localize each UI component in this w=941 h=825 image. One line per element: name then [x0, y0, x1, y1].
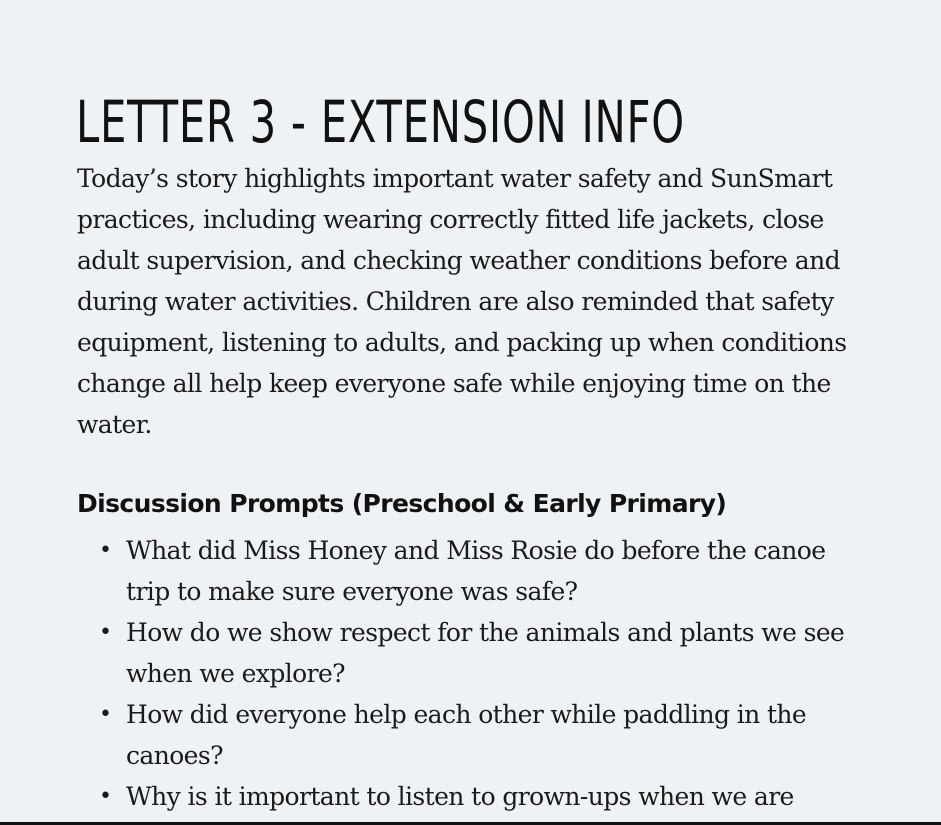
- list-item-text: How did everyone help each other while paddling in the canoes?: [126, 700, 807, 770]
- bullet-icon: •: [99, 702, 112, 727]
- intro-paragraph: Today’s story highlights important water safety and SunSmart practices, including wearing correctly fitted life jackets, close adult supervision, and checking weather conditions before and during water activities. Children are also reminded that safety equipment, listening to adults, and packing up when conditions change all help keep everyone safe while enjoying time on the water.: [77, 164, 847, 439]
- discussion-heading: Discussion Prompts (Preschool & Early Primary): [77, 489, 727, 518]
- page-title: LETTER 3 - EXTENSION INFO: [76, 88, 685, 156]
- bullet-icon: •: [99, 784, 112, 809]
- list-item-text: Why is it important to listen to grown-ups when we are: [126, 782, 794, 811]
- list-item: [95, 612, 875, 694]
- bullet-icon: •: [99, 620, 112, 645]
- list-item: [95, 694, 875, 776]
- list-item: [95, 530, 875, 612]
- bullet-icon: •: [99, 538, 112, 563]
- list-item-text: How do we show respect for the animals and plants we see when we explore?: [126, 618, 845, 688]
- list-item-text: What did Miss Honey and Miss Rosie do before the canoe trip to make sure everyone was safe?: [126, 536, 826, 606]
- list-item: [95, 776, 875, 817]
- discussion-prompts-list: [95, 530, 875, 817]
